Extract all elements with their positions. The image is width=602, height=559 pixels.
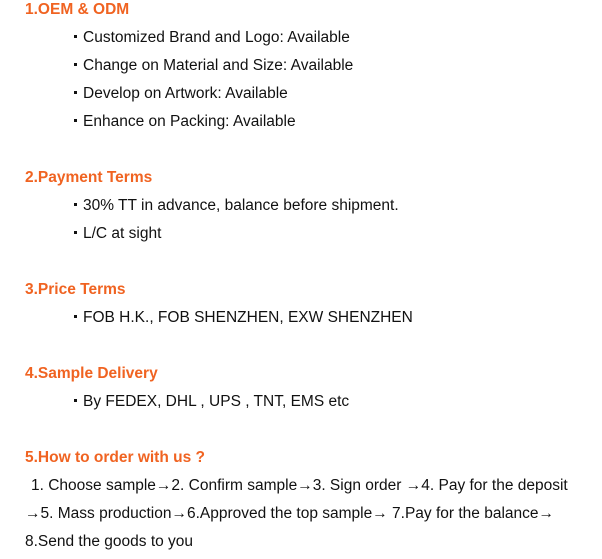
- bullet-icon: [74, 91, 77, 94]
- list-item: Develop on Artwork: Available: [74, 84, 288, 104]
- order-flow-line: →5. Mass production→6.Approved the top sample→ 7.Pay for the balance→: [25, 505, 555, 522]
- bullet-icon: [74, 203, 77, 206]
- section-title-sample-delivery: 4.Sample Delivery: [25, 365, 158, 382]
- section-title-how-to-order: 5.How to order with us ?: [25, 449, 205, 466]
- section-title-oem-odm: 1.OEM & ODM: [25, 1, 130, 18]
- list-item: L/C at sight: [74, 224, 161, 244]
- list-item: FOB H.K., FOB SHENZHEN, EXW SHENZHEN: [74, 308, 413, 328]
- list-item: Enhance on Packing: Available: [74, 112, 296, 132]
- bullet-icon: [74, 231, 77, 234]
- bullet-icon: [74, 63, 77, 66]
- bullet-icon: [74, 399, 77, 402]
- list-item: By FEDEX, DHL , UPS , TNT, EMS etc: [74, 392, 349, 412]
- list-item: 30% TT in advance, balance before shipment.: [74, 196, 399, 216]
- list-item: Customized Brand and Logo: Available: [74, 28, 350, 48]
- order-flow-line: 1. Choose sample→2. Confirm sample→3. Sign order →4. Pay for the deposit: [31, 477, 568, 494]
- order-flow-line: 8.Send the goods to you: [25, 533, 194, 550]
- bullet-icon: [74, 315, 77, 318]
- section-title-payment-terms: 2.Payment Terms: [25, 169, 153, 186]
- bullet-icon: [74, 119, 77, 122]
- list-item: Change on Material and Size: Available: [74, 56, 353, 76]
- bullet-icon: [74, 35, 77, 38]
- section-title-price-terms: 3.Price Terms: [25, 281, 126, 298]
